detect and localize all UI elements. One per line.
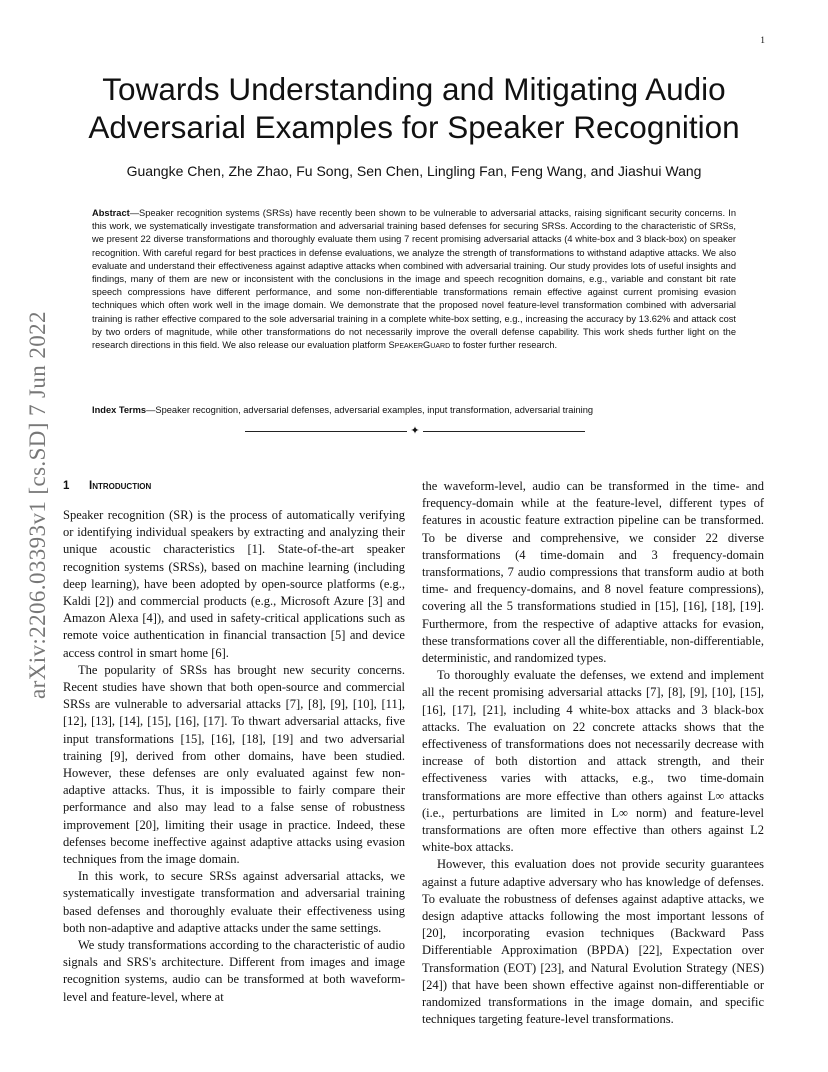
arxiv-stamp — [21, 295, 55, 715]
paragraph: To thoroughly evaluate the defenses, we extend and implement all the recent promising adversarial attacks [7], [8], [9], [10], [15], [16], [17], [21], including 4 white-box attacks and 3 black-box attacks. The evaluation on 22 concrete attacks shows that the effectiveness of transformations does not necessarily decrease with increase of both distortion and attack strength, and their effectiveness varies with attacks, e.g., two time-domain transformations are more effective than others against L∞ attacks (i.e., perturbations are limited in L∞ norm) and feature-level transformations are often more effective than others against L2 white-box attacks. — [422, 668, 764, 855]
section-title: Introduction — [89, 480, 152, 492]
abstract-text-end: to foster further research. — [450, 340, 558, 351]
left-column — [63, 478, 405, 1006]
abstract-text: —Speaker recognition systems (SRSs) have recently been shown to be vulnerable to adversarial attacks, raising significant security concerns. In this work, we systematically investigate transformation and adversarial training based defenses for securing SRSs. According to the characteristic of SRSs, we present 22 diverse transformations and thoroughly evaluate them using 7 recent promising adversarial attacks (4 white-box and 3 black-box) on speaker recognition. With careful regard for best practices in defense evaluations, we analyze the strength of transformations to withstand adaptive attacks. We also evaluate and understand their effectiveness against adaptive attacks when combined with adversarial training. Our study provides lots of useful insights and findings, many of them are new or inconsistent with the conclusions in the image and speech recognition domains, e.g., variable and constant bit rate speech compressions have different performance, and some non-differentiable transformations remain effective against current promising evasion techniques which often work well in the image domain. We demonstrate that the proposed novel feature-level transformation combined with adversarial training is rather effective compared to the sole adversarial training in a complete white-box setting, e.g., increasing the accuracy by 13.62% and attack cost by two orders of magnitude, while other transformations do not necessarily improve the overall defense capability. This work sheds further light on the research directions in this field. We also release our evaluation platform — [92, 208, 736, 351]
abstract-label: Abstract — [92, 208, 130, 218]
author-list: Guangke Chen, Zhe Zhao, Fu Song, Sen Chen, Lingling Fan, Feng Wang, and Jiashui Wang — [126, 163, 702, 179]
paragraph: the waveform-level, audio can be transformed in the time- and frequency-domain while at the feature-level, different types of features in acoustic feature extraction pipeline can be transformed. To be diverse and comprehensive, we consider 22 diverse transformations (4 time-domain and 3 frequency-domain transformations, 7 audio compressions that transform audio at both time- and frequency-domains, and 8 novel feature compressions), covering all the 5 transformations studied in [15], [16], [18], [19]. Furthermore, from the respective of adaptive attacks for evasion, these transformations cover all the differentiable, non-differentiable, deterministic, and randomized types. — [422, 479, 764, 666]
separator-rule-right — [423, 431, 585, 432]
separator-rule-left — [245, 431, 407, 432]
paper-title: Towards Understanding and Mitigating Audio Adversarial Examples for Speaker Recognition — [88, 71, 740, 145]
section-separator — [245, 424, 585, 438]
section-heading — [63, 478, 405, 495]
page-number: 1 — [760, 36, 765, 46]
paragraph: We study transformations according to the characteristic of audio signals and SRS's architecture. Different from images and image recognition systems, audio can be transformed at both waveform-level and feature-level, where at — [63, 938, 405, 1004]
abstract — [92, 207, 736, 352]
arxiv-stamp-text: arXiv:2206.03393v1 [cs.SD] 7 Jun 2022 — [25, 311, 51, 699]
index-terms — [92, 404, 736, 417]
index-terms-label: Index Terms — [92, 405, 147, 415]
paragraph: However, this evaluation does not provide security guarantees against a future adaptive adversary who has knowledge of defenses. To evaluate the robustness of defenses against adaptive attacks, we design adaptive attacks following the most important lessons of [20], incorporating evasion techniques (Backward Pass Differentiable Approximation (BPDA) [22], Expectation over Transformation (EOT) [23], and Natural Evolution Strategy (NES) [24]) that have been shown effective against non-differentiable or randomized transformations in the image domain, and specific techniques targeting feature-level transformations. — [422, 857, 764, 1027]
paragraph: Speaker recognition (SR) is the process of automatically verifying or identifying individual speakers by extracting and analyzing their unique acoustic characteristics [1]. State-of-the-art speaker recognition systems (SRSs), based on machine learning (including deep learning), have been adopted by open-source platforms (e.g., Kaldi [2]) and commercial products (e.g., Microsoft Azure [3] and Amazon Alexa [4]), and used in safety-critical applications such as remote voice authentication in financial transaction [5] and device access control in smart home [6]. — [63, 508, 405, 660]
right-column — [422, 478, 764, 1029]
platform-name: SpeakerGuard — [388, 340, 451, 351]
paragraph: The popularity of SRSs has brought new security concerns. Recent studies have shown that both open-source and commercial SRSs are vulnerable to adversarial attacks [7], [8], [9], [10], [11], [12], [13], [14], [15], [16], [17]. To thwart adversarial attacks, five input transformations [15], [16], [18], [19] and two adversarial training [9], derived from other domains, have been studied. However, these defenses are only evaluated against few non-adaptive attacks. Thus, it is impossible to fairly compare their performance and also may lead to a false sense of robustness improvement [20], limiting their usage in practice. Indeed, these defenses become ineffective against adaptive attacks using evasion techniques from the image domain. — [63, 662, 405, 867]
diamond-icon: ✦ — [410, 425, 420, 437]
section-number: 1 — [63, 480, 70, 492]
index-terms-text: —Speaker recognition, adversarial defenses, adversarial examples, input transformation, adversarial training — [146, 405, 594, 415]
paragraph: In this work, to secure SRSs against adversarial attacks, we systematically investigate transformation and adversarial training based defenses and thoroughly evaluate their effectiveness using both non-adaptive and adaptive attacks under the same settings. — [63, 869, 405, 935]
